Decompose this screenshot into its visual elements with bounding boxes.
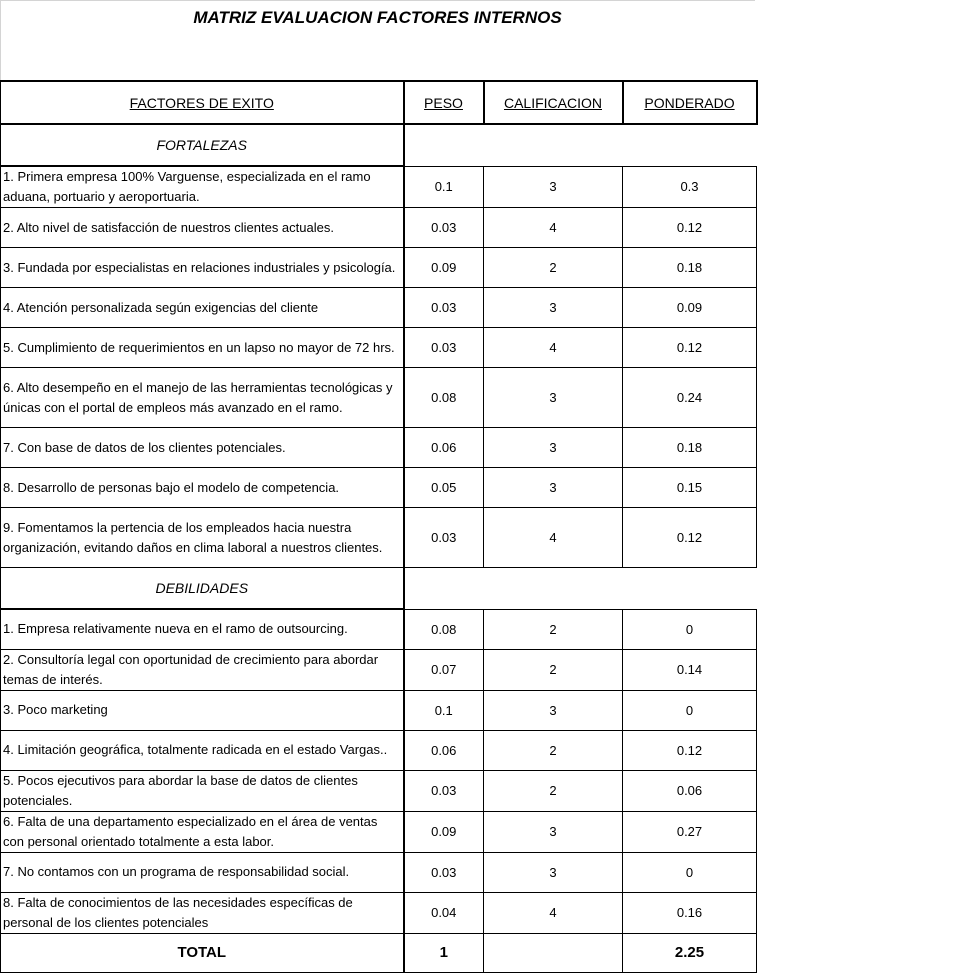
total-label: TOTAL xyxy=(1,933,404,972)
peso-cell: 0.08 xyxy=(404,368,484,428)
peso-cell: 0.06 xyxy=(404,428,484,468)
table-row xyxy=(1,468,757,508)
ponderado-cell: 0.27 xyxy=(623,811,757,852)
calificacion-cell: 3 xyxy=(484,852,623,892)
calificacion-cell: 3 xyxy=(484,468,623,508)
peso-cell: 0.03 xyxy=(404,852,484,892)
header-row xyxy=(1,81,757,124)
calificacion-cell: 3 xyxy=(484,368,623,428)
calificacion-cell: 4 xyxy=(484,208,623,248)
ponderado-cell: 0.12 xyxy=(623,730,757,770)
header-calificacion: CALIFICACION xyxy=(484,81,623,124)
debilidades-section-row xyxy=(1,568,757,610)
table-row xyxy=(1,690,757,730)
total-ponderado: 2.25 xyxy=(623,933,757,972)
page-title: MATRIZ EVALUACION FACTORES INTERNOS xyxy=(193,8,562,27)
peso-cell: 0.03 xyxy=(404,508,484,568)
calificacion-cell: 3 xyxy=(484,811,623,852)
calificacion-cell: 2 xyxy=(484,730,623,770)
ponderado-cell: 0.12 xyxy=(623,208,757,248)
total-peso: 1 xyxy=(404,933,484,972)
table-row xyxy=(1,428,757,468)
peso-cell: 0.03 xyxy=(404,770,484,811)
factor-cell: 6. Falta de una departamento especializado en el área de ventas con personal orientado totalmente a esta labor. xyxy=(1,811,404,852)
header-factores: FACTORES DE EXITO xyxy=(1,81,404,124)
table-row xyxy=(1,730,757,770)
calificacion-cell: 2 xyxy=(484,609,623,649)
ponderado-cell: 0 xyxy=(623,609,757,649)
ponderado-cell: 0.18 xyxy=(623,428,757,468)
table-row xyxy=(1,508,757,568)
table-row xyxy=(1,248,757,288)
table-row xyxy=(1,166,757,208)
factor-cell: 2. Alto nivel de satisfacción de nuestros clientes actuales. xyxy=(1,208,404,248)
fortalezas-section-row xyxy=(1,124,757,166)
matrix-body xyxy=(1,81,757,972)
ponderado-cell: 0.24 xyxy=(623,368,757,428)
peso-cell: 0.05 xyxy=(404,468,484,508)
factor-cell: 9. Fomentamos la pertencia de los empleados hacia nuestra organización, evitando daños en clima laboral a nuestros clientes. xyxy=(1,508,404,568)
table-row xyxy=(1,649,757,690)
calificacion-cell: 3 xyxy=(484,690,623,730)
factor-cell: 5. Cumplimiento de requerimientos en un lapso no mayor de 72 hrs. xyxy=(1,328,404,368)
calificacion-cell: 2 xyxy=(484,649,623,690)
table-row xyxy=(1,208,757,248)
total-calificacion xyxy=(484,933,623,972)
factor-cell: 3. Poco marketing xyxy=(1,690,404,730)
calificacion-cell: 4 xyxy=(484,508,623,568)
sheet-top-gridline xyxy=(0,0,755,1)
table-row xyxy=(1,892,757,933)
ponderado-cell: 0.09 xyxy=(623,288,757,328)
ponderado-cell: 0.16 xyxy=(623,892,757,933)
factor-cell: 1. Primera empresa 100% Varguense, especializada en el ramo aduana, portuario y aeroportuaria. xyxy=(1,166,404,208)
peso-cell: 0.06 xyxy=(404,730,484,770)
calificacion-cell: 3 xyxy=(484,428,623,468)
calificacion-cell: 4 xyxy=(484,892,623,933)
calificacion-cell: 2 xyxy=(484,248,623,288)
factor-cell: 6. Alto desempeño en el manejo de las herramientas tecnológicas y únicas con el portal de empleos más avanzado en el ramo. xyxy=(1,368,404,428)
header-peso: PESO xyxy=(404,81,484,124)
ponderado-cell: 0.06 xyxy=(623,770,757,811)
header-ponderado: PONDERADO xyxy=(623,81,757,124)
peso-cell: 0.03 xyxy=(404,208,484,248)
peso-cell: 0.04 xyxy=(404,892,484,933)
ponderado-cell: 0.12 xyxy=(623,328,757,368)
factor-cell: 5. Pocos ejecutivos para abordar la base de datos de clientes potenciales. xyxy=(1,770,404,811)
ponderado-cell: 0 xyxy=(623,852,757,892)
factor-cell: 3. Fundada por especialistas en relaciones industriales y psicología. xyxy=(1,248,404,288)
ponderado-cell: 0.12 xyxy=(623,508,757,568)
table-row xyxy=(1,368,757,428)
peso-cell: 0.09 xyxy=(404,811,484,852)
peso-cell: 0.03 xyxy=(404,288,484,328)
factor-cell: 4. Atención personalizada según exigencias del cliente xyxy=(1,288,404,328)
calificacion-cell: 3 xyxy=(484,166,623,208)
factor-cell: 7. Con base de datos de los clientes potenciales. xyxy=(1,428,404,468)
factor-cell: 7. No contamos con un programa de responsabilidad social. xyxy=(1,852,404,892)
calificacion-cell: 3 xyxy=(484,288,623,328)
peso-cell: 0.07 xyxy=(404,649,484,690)
fortalezas-section-label: FORTALEZAS xyxy=(1,124,404,166)
calificacion-cell: 2 xyxy=(484,770,623,811)
peso-cell: 0.1 xyxy=(404,690,484,730)
peso-cell: 0.1 xyxy=(404,166,484,208)
debilidades-section-label: DEBILIDADES xyxy=(1,568,404,610)
fortalezas-section-blank xyxy=(404,124,757,166)
factor-cell: 8. Desarrollo de personas bajo el modelo de competencia. xyxy=(1,468,404,508)
table-row xyxy=(1,811,757,852)
table-row xyxy=(1,328,757,368)
total-row xyxy=(1,933,757,972)
table-row xyxy=(1,852,757,892)
peso-cell: 0.08 xyxy=(404,609,484,649)
peso-cell: 0.09 xyxy=(404,248,484,288)
debilidades-section-blank xyxy=(404,568,757,610)
evaluation-matrix-table xyxy=(0,80,758,973)
table-row xyxy=(1,609,757,649)
factor-cell: 1. Empresa relativamente nueva en el ramo de outsourcing. xyxy=(1,609,404,649)
ponderado-cell: 0.15 xyxy=(623,468,757,508)
peso-cell: 0.03 xyxy=(404,328,484,368)
ponderado-cell: 0 xyxy=(623,690,757,730)
factor-cell: 2. Consultoría legal con oportunidad de crecimiento para abordar temas de interés. xyxy=(1,649,404,690)
ponderado-cell: 0.14 xyxy=(623,649,757,690)
calificacion-cell: 4 xyxy=(484,328,623,368)
table-row xyxy=(1,770,757,811)
factor-cell: 8. Falta de conocimientos de las necesidades específicas de personal de los clientes potenciales xyxy=(1,892,404,933)
ponderado-cell: 0.3 xyxy=(623,166,757,208)
table-row xyxy=(1,288,757,328)
factor-cell: 4. Limitación geográfica, totalmente radicada en el estado Vargas.. xyxy=(1,730,404,770)
ponderado-cell: 0.18 xyxy=(623,248,757,288)
